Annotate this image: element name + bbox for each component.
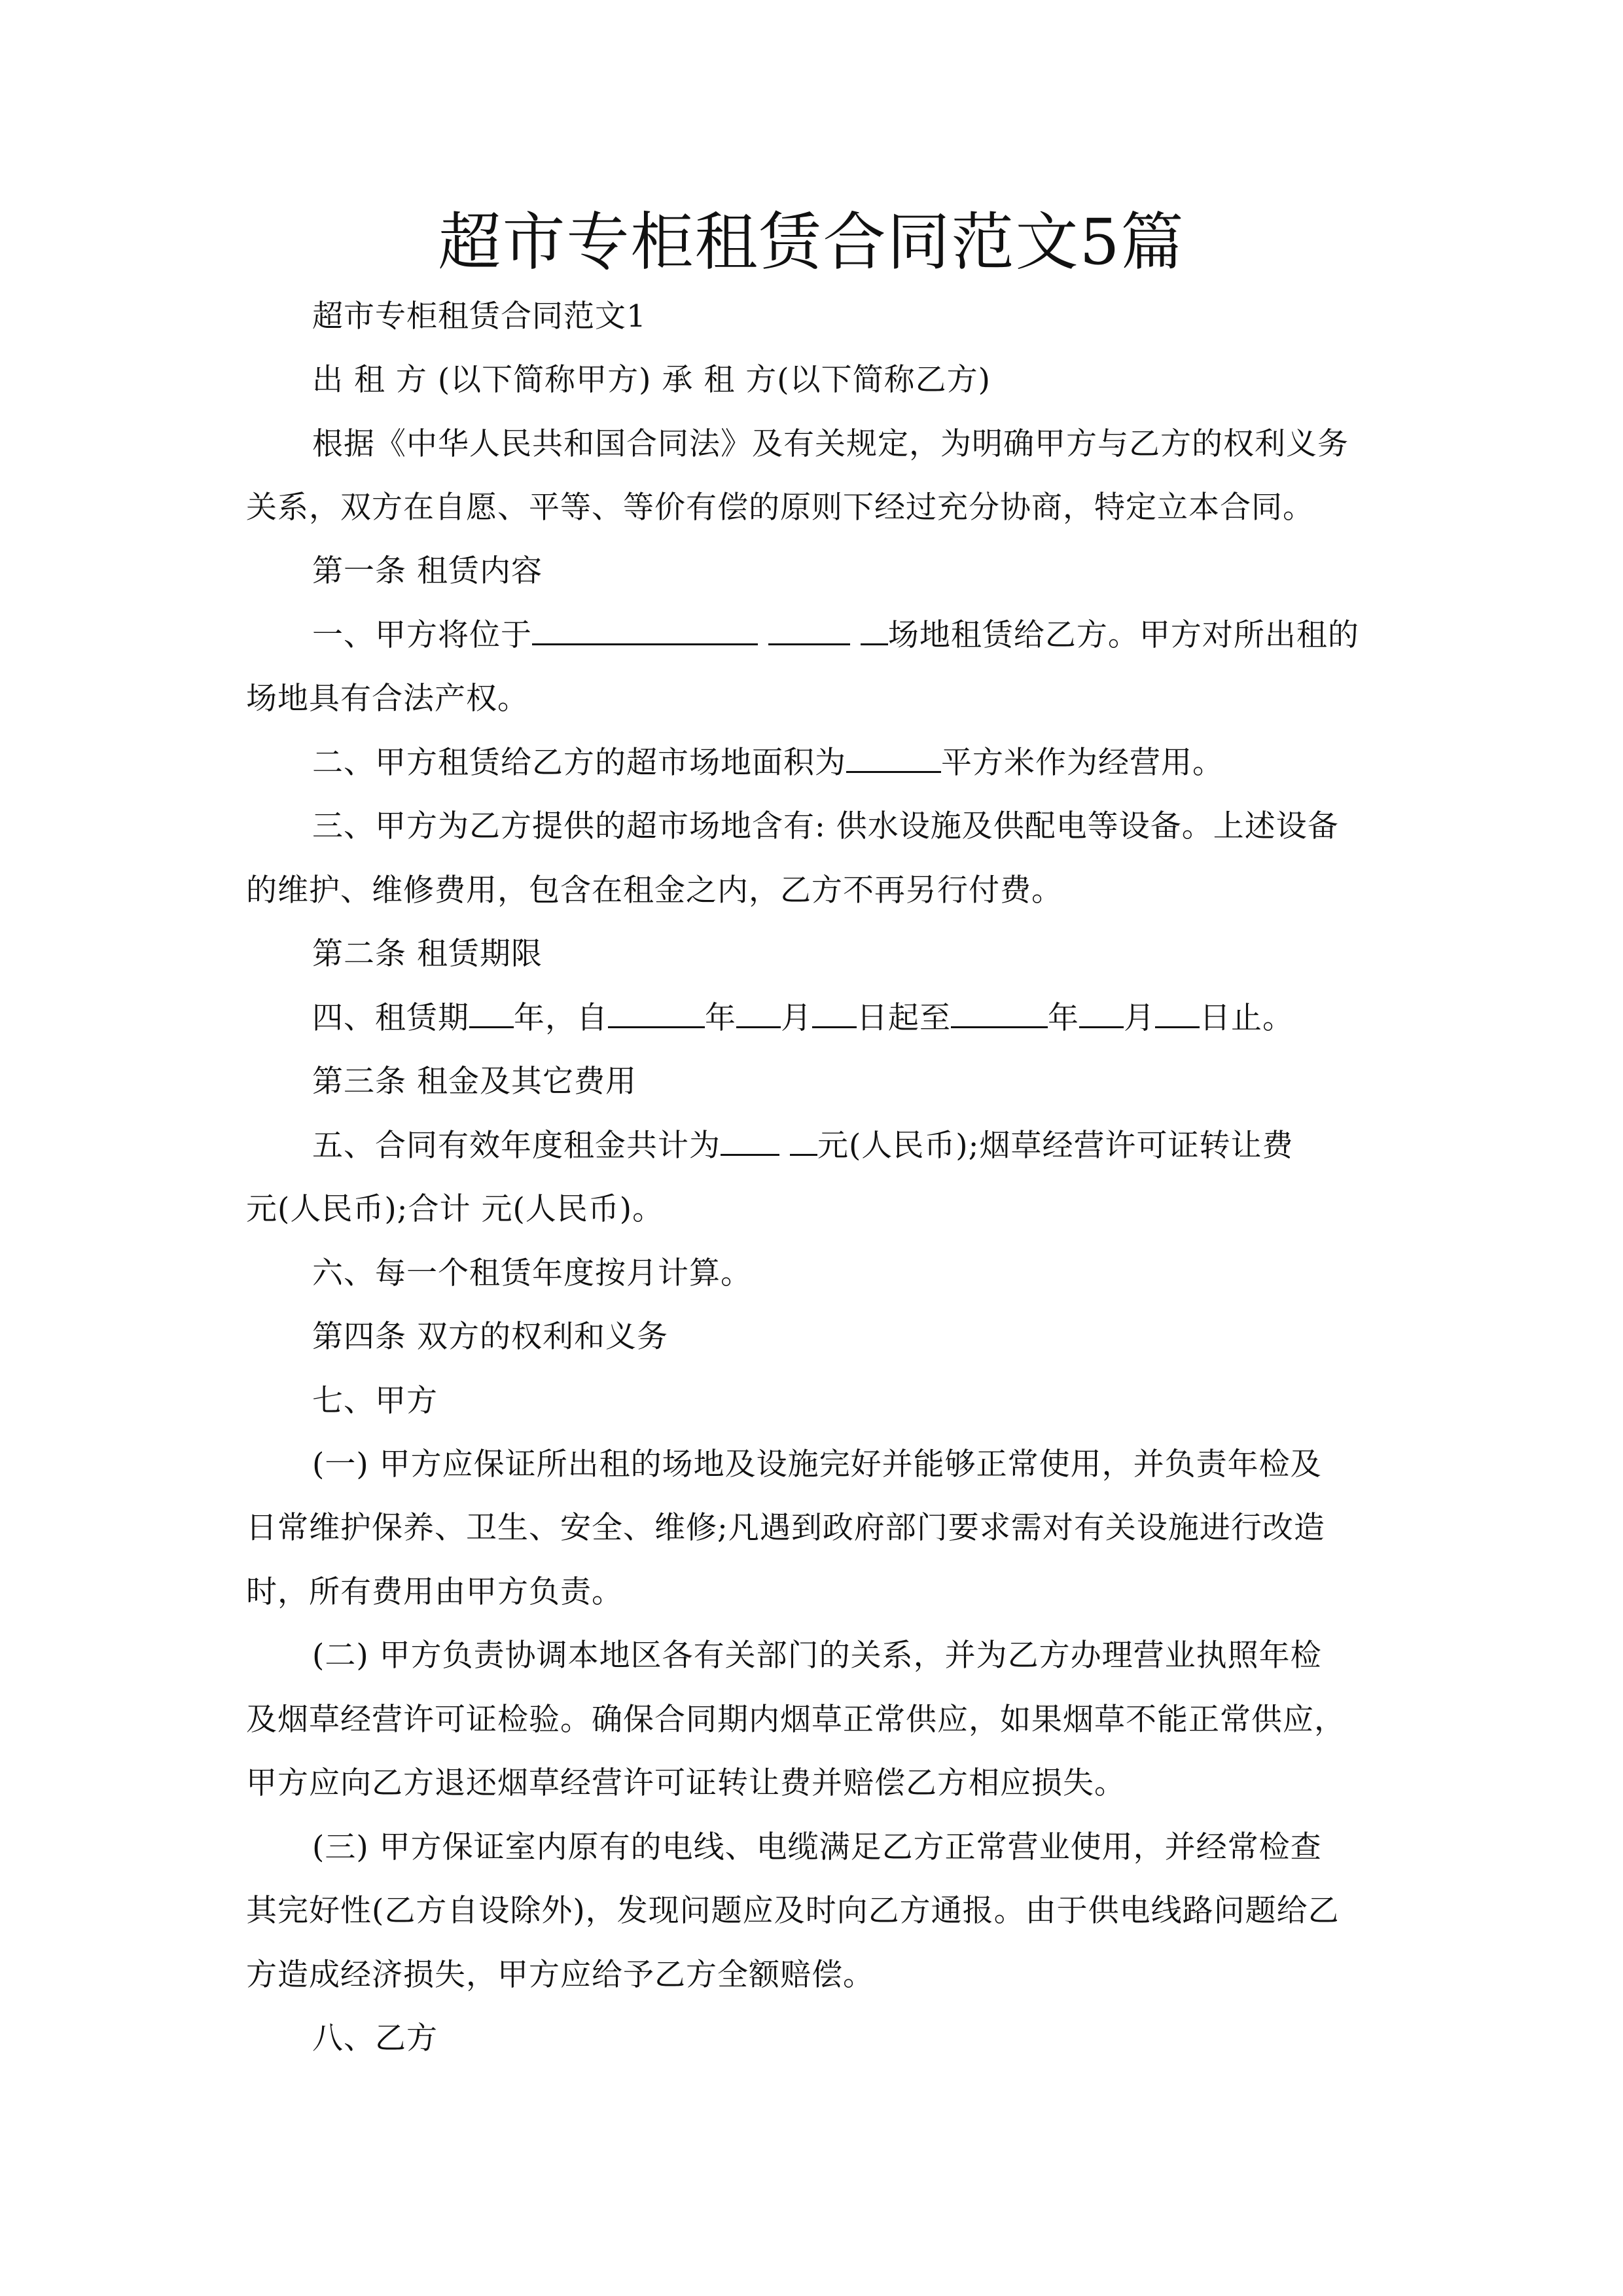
- clause-1-text-b: 场地租赁给乙方。甲方对所出租的: [887, 617, 1359, 653]
- location-blank-3: [861, 617, 888, 645]
- clause-4-text-1: 四、租赁期: [312, 1000, 469, 1036]
- clause-4-text-3: 年: [705, 1000, 736, 1036]
- area-blank: [846, 745, 941, 773]
- party-a-heading: 七、甲方: [312, 1383, 438, 1419]
- clause-4-text-6: 年: [1048, 1000, 1079, 1036]
- start-day-blank: [812, 1000, 857, 1028]
- rent-blank: [721, 1128, 779, 1156]
- party-b-heading: 八、乙方: [312, 2020, 438, 2056]
- lease-years-blank: [469, 1000, 514, 1028]
- clause-6-line: 六、每一个租赁年度按月计算。: [312, 1255, 752, 1291]
- item-3-line-3: 方造成经济损失，甲方应给予乙方全额赔偿。: [246, 1957, 874, 1993]
- clause-5-line-2: 元(人民币);合计 元(人民币)。: [246, 1191, 664, 1227]
- item-2-line-1: (二) 甲方负责协调本地区各有关部门的关系，并为乙方办理营业执照年检: [312, 1638, 1322, 1674]
- document-title: 超市专柜租赁合同范文5篇: [438, 206, 1185, 279]
- article-4-heading: 第四条 双方的权利和义务: [312, 1319, 668, 1355]
- preamble-line-1: 根据《中华人民共和国合同法》及有关规定，为明确甲方与乙方的权利义务: [312, 426, 1349, 462]
- end-year-blank: [951, 1000, 1048, 1028]
- rent-blank-2: [790, 1128, 817, 1156]
- end-month-blank: [1079, 1000, 1124, 1028]
- clause-1-line-1: [312, 614, 1359, 657]
- parties-line: 出 租 方 (以下简称甲方) 承 租 方(以下简称乙方): [312, 362, 991, 398]
- clause-1-text-a: 一、甲方将位于: [312, 617, 532, 653]
- start-month-blank: [736, 1000, 781, 1028]
- clause-4-text-5: 日起至: [857, 1000, 951, 1036]
- clause-5-line-1: [312, 1124, 1293, 1168]
- article-3-heading: 第三条 租金及其它费用: [312, 1064, 637, 1100]
- clause-5-text-b: 元(人民币);烟草经营许可证转让费: [817, 1128, 1294, 1164]
- end-day-blank: [1155, 1000, 1200, 1028]
- preamble-line-2: 关系，双方在自愿、平等、等价有偿的原则下经过充分协商，特定立本合同。: [246, 490, 1314, 526]
- item-1-line-1: (一) 甲方应保证所出租的场地及设施完好并能够正常使用，并负责年检及: [312, 1446, 1322, 1482]
- clause-1-line-2: 场地具有合法产权。: [246, 681, 529, 717]
- article-1-heading: 第一条 租赁内容: [312, 553, 543, 589]
- clause-5-text-a: 五、合同有效年度租金共计为: [312, 1128, 721, 1164]
- clause-2-text-a: 二、甲方租赁给乙方的超市场地面积为: [312, 745, 846, 781]
- item-1-line-3: 时，所有费用由甲方负责。: [246, 1574, 623, 1610]
- clause-4-text-8: 日止。: [1200, 1000, 1294, 1036]
- start-year-blank: [608, 1000, 705, 1028]
- clause-3-line-2: 的维护、维修费用，包含在租金之内，乙方不再另行付费。: [246, 872, 1063, 908]
- clause-4-text-2: 年，自: [514, 1000, 608, 1036]
- item-3-line-1: (三) 甲方保证室内原有的电线、电缆满足乙方正常营业使用，并经常检查: [312, 1829, 1322, 1865]
- clause-3-line-1: 三、甲方为乙方提供的超市场地含有: 供水设施及供配电等设备。上述设备: [312, 808, 1339, 844]
- item-2-line-2: 及烟草经营许可证检验。确保合同期内烟草正常供应，如果烟草不能正常供应，: [246, 1702, 1346, 1738]
- clause-2-text-b: 平方米作为经营用。: [941, 745, 1224, 781]
- clause-2-line: [312, 742, 1224, 785]
- item-3-line-2: 其完好性(乙方自设除外)，发现问题应及时向乙方通报。由于供电线路问题给乙: [246, 1893, 1340, 1929]
- item-2-line-3: 甲方应向乙方退还烟草经营许可证转让费并赔偿乙方相应损失。: [246, 1765, 1126, 1801]
- article-2-heading: 第二条 租赁期限: [312, 936, 543, 972]
- clause-4-text-7: 月: [1124, 1000, 1155, 1036]
- clause-4-text-4: 月: [781, 1000, 812, 1036]
- item-1-line-2: 日常维护保养、卫生、安全、维修;凡遇到政府部门要求需对有关设施进行改造: [246, 1510, 1325, 1546]
- location-blank-2: [768, 617, 850, 645]
- location-blank: [532, 617, 758, 645]
- section-heading: 超市专柜租赁合同范文1: [312, 298, 647, 334]
- clause-4-line: [312, 997, 1294, 1040]
